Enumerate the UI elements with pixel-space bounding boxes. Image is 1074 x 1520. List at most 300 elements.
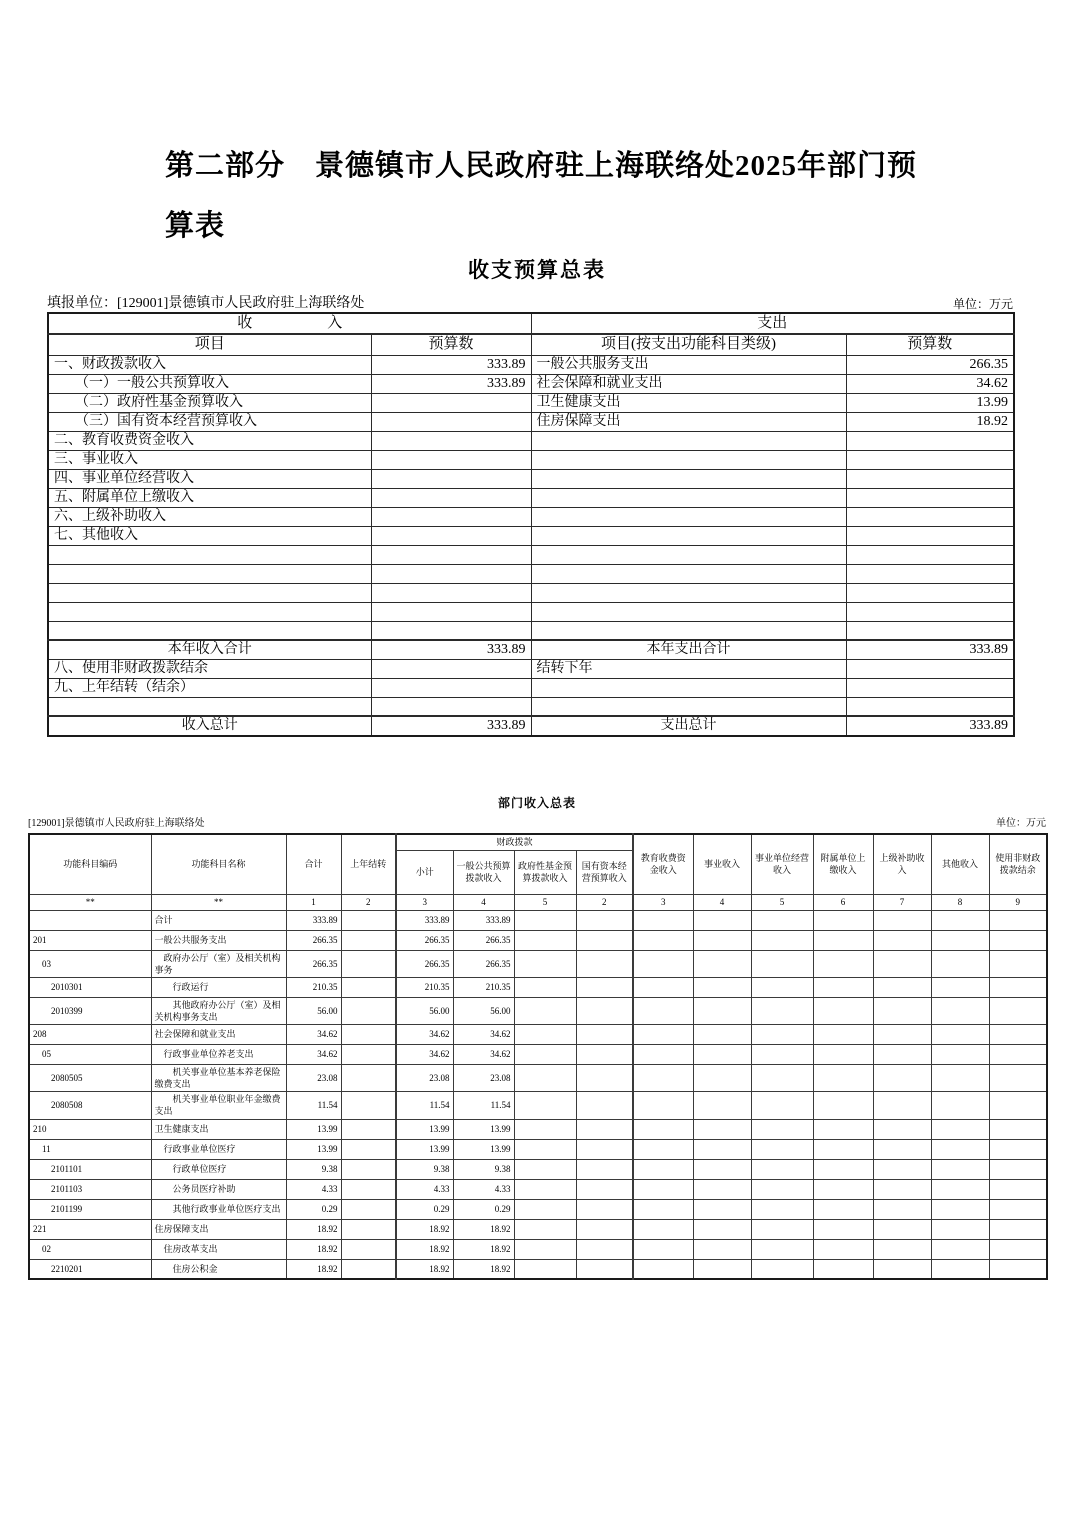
table-cell [989, 1239, 1047, 1259]
table-cell: 2101101 [29, 1159, 151, 1179]
expense-item-col-header: 项目(按支出功能科目类级) [531, 334, 846, 355]
table-cell: 18.92 [286, 1239, 341, 1259]
table-cell [341, 1065, 396, 1092]
table-cell: 卫生健康支出 [531, 393, 846, 412]
table-cell: 210.35 [396, 977, 453, 997]
table-cell [633, 1199, 693, 1219]
col-number: 9 [989, 894, 1047, 910]
table-cell [873, 1199, 931, 1219]
table-cell [341, 950, 396, 977]
table-cell [813, 1139, 873, 1159]
table-cell [371, 507, 531, 526]
table-cell: 四、事业单位经营收入 [48, 469, 371, 488]
col-header-carryover: 上年结转 [341, 834, 396, 894]
table-cell [693, 1179, 751, 1199]
table-cell [531, 431, 846, 450]
table-cell: 266.35 [453, 930, 514, 950]
table-cell: 2010399 [29, 997, 151, 1024]
table-cell [514, 950, 576, 977]
table-cell [633, 977, 693, 997]
table-cell: 11.54 [396, 1092, 453, 1119]
table-cell [514, 997, 576, 1024]
table-cell [576, 1219, 633, 1239]
income-item-col-header: 项目 [48, 334, 371, 355]
table-cell: 34.62 [286, 1025, 341, 1045]
table-cell [989, 1199, 1047, 1219]
table-cell [813, 1119, 873, 1139]
table-cell [751, 1139, 813, 1159]
table-cell [633, 1259, 693, 1279]
table-cell [371, 602, 531, 621]
table-cell [371, 564, 531, 583]
table-cell: 三、事业收入 [48, 450, 371, 469]
table-cell [576, 1139, 633, 1159]
table-cell [29, 910, 151, 930]
table-cell [751, 1179, 813, 1199]
table-cell: 18.92 [396, 1219, 453, 1239]
table-row [29, 1025, 1047, 1045]
table-cell [341, 1179, 396, 1199]
table-cell: 266.35 [286, 950, 341, 977]
table-cell [751, 1219, 813, 1239]
table-cell: 34.62 [453, 1045, 514, 1065]
col-header-general-public-budget: 一般公共预算拨款收入 [453, 850, 514, 894]
table-cell [873, 930, 931, 950]
org-label: [129001]景德镇市人民政府驻上海联络处 [28, 818, 205, 829]
income-section-header: 收 入 [48, 313, 531, 334]
table-cell [341, 1139, 396, 1159]
table-cell [371, 697, 531, 716]
table-cell: 18.92 [396, 1239, 453, 1259]
table-cell [693, 910, 751, 930]
table-cell: 210.35 [453, 977, 514, 997]
table-row [48, 564, 1014, 583]
table-cell: 社会保障和就业支出 [151, 1025, 286, 1045]
table-cell [693, 1259, 751, 1279]
table-row [48, 659, 1014, 678]
table-row [29, 1199, 1047, 1219]
table-cell [514, 1259, 576, 1279]
table-cell [846, 659, 1014, 678]
table-cell [931, 1219, 989, 1239]
table-row [48, 450, 1014, 469]
table-cell [633, 1092, 693, 1119]
table-cell [873, 1092, 931, 1119]
column-numbering-row [29, 894, 1047, 910]
table-cell [846, 507, 1014, 526]
table-cell [341, 1092, 396, 1119]
table-cell [873, 1025, 931, 1045]
table-cell [751, 1199, 813, 1219]
table-cell [531, 450, 846, 469]
table-cell: 333.89 [396, 910, 453, 930]
col-header-govt-fund-budget: 政府性基金预算拨款收入 [514, 850, 576, 894]
table-cell: 住房公积金 [151, 1259, 286, 1279]
table-cell [989, 1025, 1047, 1045]
table-cell [989, 1159, 1047, 1179]
table-row [29, 1092, 1047, 1119]
table-cell: 333.89 [371, 640, 531, 659]
table-cell [633, 1219, 693, 1239]
table-row [48, 678, 1014, 697]
table-row [48, 334, 1014, 355]
table-cell [341, 1219, 396, 1239]
table-cell [48, 697, 371, 716]
table-cell [341, 1259, 396, 1279]
table-cell [989, 1179, 1047, 1199]
table-cell [813, 1219, 873, 1239]
table-cell [931, 1239, 989, 1259]
table-cell: 住房保障支出 [151, 1219, 286, 1239]
table-cell [931, 910, 989, 930]
col-header-operating-income: 事业收入 [693, 834, 751, 894]
expense-budget-col-header: 预算数 [846, 334, 1014, 355]
table-cell: 02 [29, 1239, 151, 1259]
table-row [29, 930, 1047, 950]
table-cell [693, 1139, 751, 1159]
table-cell [693, 977, 751, 997]
col-number: 5 [514, 894, 576, 910]
col-number: ** [29, 894, 151, 910]
table-row [29, 834, 1047, 850]
col-header-state-capital-budget: 国有资本经营预算收入 [576, 850, 633, 894]
table-cell [48, 564, 371, 583]
table-cell [341, 1159, 396, 1179]
table-cell: 行政事业单位养老支出 [151, 1045, 286, 1065]
table-cell [989, 1119, 1047, 1139]
table-row [48, 469, 1014, 488]
table-cell [576, 1239, 633, 1259]
table-cell [693, 950, 751, 977]
table-cell [341, 1119, 396, 1139]
income-budget-col-header: 预算数 [371, 334, 531, 355]
table-cell: 11.54 [286, 1092, 341, 1119]
table-cell: 34.62 [396, 1025, 453, 1045]
col-header-superior-subsidy: 上级补助收入 [873, 834, 931, 894]
table-cell [846, 450, 1014, 469]
table-cell [531, 602, 846, 621]
table-cell [846, 526, 1014, 545]
col-header-total: 合计 [286, 834, 341, 894]
table-cell: 0.29 [286, 1199, 341, 1219]
table-cell: 政府办公厅（室）及相关机构事务 [151, 950, 286, 977]
table-cell: 行政单位医疗 [151, 1159, 286, 1179]
table-cell [751, 997, 813, 1024]
table-cell [514, 1199, 576, 1219]
table-cell: 2010301 [29, 977, 151, 997]
col-header-other-income: 其他收入 [931, 834, 989, 894]
table-cell [514, 1239, 576, 1259]
table-cell [576, 1199, 633, 1219]
table-cell [873, 1219, 931, 1239]
col-header-subtotal: 小计 [396, 850, 453, 894]
table-cell [576, 1119, 633, 1139]
col-number: 8 [931, 894, 989, 910]
table-cell [989, 1092, 1047, 1119]
table-cell: 2080505 [29, 1065, 151, 1092]
table-cell [846, 469, 1014, 488]
table-cell: 公务员医疗补助 [151, 1179, 286, 1199]
table-cell [873, 1139, 931, 1159]
table-cell: 266.35 [396, 930, 453, 950]
table-cell: 4.33 [396, 1179, 453, 1199]
table-cell [931, 1159, 989, 1179]
table-cell [931, 1119, 989, 1139]
table-cell [989, 1219, 1047, 1239]
table-cell: 13.99 [396, 1119, 453, 1139]
table-cell [693, 1092, 751, 1119]
table-cell [633, 1025, 693, 1045]
table-cell [531, 678, 846, 697]
col-header-code: 功能科目编码 [29, 834, 151, 894]
table-row [48, 697, 1014, 716]
table-cell [371, 659, 531, 678]
table-cell [576, 950, 633, 977]
table-row [48, 621, 1014, 640]
table-cell [633, 1065, 693, 1092]
table-cell [751, 1045, 813, 1065]
table-cell [873, 1179, 931, 1199]
table-cell [633, 997, 693, 1024]
table-cell [633, 1179, 693, 1199]
unit-label: 单位：万元 [996, 818, 1046, 829]
table-row [29, 1065, 1047, 1092]
table-row [48, 716, 1014, 736]
table-cell: 266.35 [396, 950, 453, 977]
table-cell: 其他行政事业单位医疗支出 [151, 1199, 286, 1219]
table-cell [531, 697, 846, 716]
table-cell: 一般公共服务支出 [151, 930, 286, 950]
table-cell: 九、上年结转（结余） [48, 678, 371, 697]
table-cell [931, 930, 989, 950]
table-cell: 2210201 [29, 1259, 151, 1279]
table-cell [371, 583, 531, 602]
table-cell [693, 1219, 751, 1239]
table-cell: 本年支出合计 [531, 640, 846, 659]
table-cell: 18.92 [286, 1259, 341, 1279]
col-number: 7 [873, 894, 931, 910]
table-cell [693, 997, 751, 1024]
table-cell [514, 1159, 576, 1179]
col-number: 2 [341, 894, 396, 910]
col-number: 6 [813, 894, 873, 910]
table-cell: （一）一般公共预算收入 [48, 374, 371, 393]
table-cell [693, 930, 751, 950]
table-cell: 七、其他收入 [48, 526, 371, 545]
table-cell: 4.33 [286, 1179, 341, 1199]
table-cell [633, 1139, 693, 1159]
table-cell: 23.08 [453, 1065, 514, 1092]
table-row [29, 1119, 1047, 1139]
table-cell [371, 431, 531, 450]
table-row [48, 545, 1014, 564]
table-cell [873, 1119, 931, 1139]
table-cell: 05 [29, 1045, 151, 1065]
col-number: 4 [693, 894, 751, 910]
col-header-subsidiary-remittance: 附属单位上缴收入 [813, 834, 873, 894]
table-cell [514, 910, 576, 930]
table-cell [931, 1139, 989, 1159]
table-cell [873, 977, 931, 997]
table-cell [576, 1179, 633, 1199]
table-row [29, 997, 1047, 1024]
summary-table-meta [47, 292, 1013, 312]
table-cell [931, 1025, 989, 1045]
table-cell: 住房保障支出 [531, 412, 846, 431]
table-cell [931, 1045, 989, 1065]
table-cell [576, 1259, 633, 1279]
table-cell: 03 [29, 950, 151, 977]
table-cell [751, 1159, 813, 1179]
table-row [29, 1139, 1047, 1159]
table-cell: 56.00 [286, 997, 341, 1024]
table-cell [873, 950, 931, 977]
table-cell [751, 1239, 813, 1259]
table-cell [813, 1259, 873, 1279]
table-cell [48, 621, 371, 640]
table-cell [693, 1025, 751, 1045]
table-cell [576, 1025, 633, 1045]
table-cell: 八、使用非财政拨款结余 [48, 659, 371, 678]
table-cell [514, 1065, 576, 1092]
col-number: 1 [286, 894, 341, 910]
table-cell [514, 1092, 576, 1119]
table-cell [989, 930, 1047, 950]
table-row [48, 355, 1014, 374]
document-title: 第二部分 景德镇市人民政府驻上海联络处2025年部门预算表 [165, 150, 918, 242]
table-cell: 六、上级补助收入 [48, 507, 371, 526]
table-cell [576, 910, 633, 930]
table-cell: 机关事业单位职业年金缴费支出 [151, 1092, 286, 1119]
table-cell [693, 1119, 751, 1139]
table-row [48, 488, 1014, 507]
table-cell [873, 1159, 931, 1179]
income-table-meta [28, 814, 1046, 829]
table-cell [813, 1092, 873, 1119]
table-cell: 合计 [151, 910, 286, 930]
table-cell: （三）国有资本经营预算收入 [48, 412, 371, 431]
col-header-education-fee-income: 教育收费资金收入 [633, 834, 693, 894]
table-cell [531, 469, 846, 488]
table-cell: 18.92 [396, 1259, 453, 1279]
table-cell [751, 1092, 813, 1119]
table-cell [48, 583, 371, 602]
table-cell: 34.62 [846, 374, 1014, 393]
table-cell [813, 1065, 873, 1092]
table-cell [371, 393, 531, 412]
table-cell: 333.89 [371, 355, 531, 374]
table-cell [751, 977, 813, 997]
table-cell: 23.08 [396, 1065, 453, 1092]
table-cell: 结转下年 [531, 659, 846, 678]
table-cell [531, 583, 846, 602]
budget-summary-table [47, 312, 1015, 737]
col-number: 3 [633, 894, 693, 910]
table-cell [751, 950, 813, 977]
table-row [29, 910, 1047, 930]
table-cell: 18.92 [453, 1219, 514, 1239]
table-cell [633, 950, 693, 977]
table-cell [576, 977, 633, 997]
table-cell: 13.99 [846, 393, 1014, 412]
table-cell [813, 1159, 873, 1179]
table-cell [931, 1179, 989, 1199]
table-cell: 210 [29, 1119, 151, 1139]
table-cell [751, 1065, 813, 1092]
table-cell [341, 1045, 396, 1065]
table-cell: 收入总计 [48, 716, 371, 736]
table-cell [514, 1179, 576, 1199]
table-cell [371, 412, 531, 431]
table-cell: 56.00 [396, 997, 453, 1024]
table-cell [633, 1119, 693, 1139]
table-row [29, 1159, 1047, 1179]
table-cell [989, 1259, 1047, 1279]
col-header-nonfiscal-balance: 使用非财政拨款结余 [989, 834, 1047, 894]
income-table-title: 部门收入总表 [497, 796, 576, 810]
table-cell: 13.99 [453, 1119, 514, 1139]
table-cell: 13.99 [286, 1139, 341, 1159]
table-cell [846, 602, 1014, 621]
table-row [29, 1045, 1047, 1065]
table-row [29, 1239, 1047, 1259]
income-table-body [29, 910, 1047, 1279]
table-cell [813, 1239, 873, 1259]
table-cell: 18.92 [286, 1219, 341, 1239]
table-cell: 9.38 [453, 1159, 514, 1179]
table-cell [846, 431, 1014, 450]
table-row [48, 640, 1014, 659]
table-cell: 11 [29, 1139, 151, 1159]
table-cell: 4.33 [453, 1179, 514, 1199]
table-cell [371, 526, 531, 545]
table-cell [873, 1065, 931, 1092]
table-cell [813, 977, 873, 997]
table-cell: 行政事业单位医疗 [151, 1139, 286, 1159]
table-cell [873, 1045, 931, 1065]
col-number: 3 [396, 894, 453, 910]
table-cell [371, 621, 531, 640]
table-cell [576, 1159, 633, 1179]
table-row [48, 374, 1014, 393]
table-cell: 221 [29, 1219, 151, 1239]
col-number: 2 [576, 894, 633, 910]
table-cell [514, 1045, 576, 1065]
table-cell: 333.89 [286, 910, 341, 930]
col-header-name: 功能科目名称 [151, 834, 286, 894]
table-cell: 行政运行 [151, 977, 286, 997]
table-cell [341, 1239, 396, 1259]
table-cell: 2101103 [29, 1179, 151, 1199]
unit-label: 单位：万元 [952, 297, 1013, 311]
table-cell [531, 488, 846, 507]
table-cell: 五、附属单位上缴收入 [48, 488, 371, 507]
table-cell [371, 469, 531, 488]
table-cell [633, 930, 693, 950]
table-cell: 18.92 [453, 1239, 514, 1259]
table-cell: 208 [29, 1025, 151, 1045]
table-cell [341, 977, 396, 997]
table-cell [813, 1025, 873, 1045]
table-cell: 13.99 [453, 1139, 514, 1159]
table-cell: 34.62 [286, 1045, 341, 1065]
table-cell [873, 1239, 931, 1259]
expense-section-header: 支出 [531, 313, 1014, 334]
col-number: ** [151, 894, 286, 910]
table-cell [989, 977, 1047, 997]
table-row [48, 583, 1014, 602]
table-cell [576, 1045, 633, 1065]
